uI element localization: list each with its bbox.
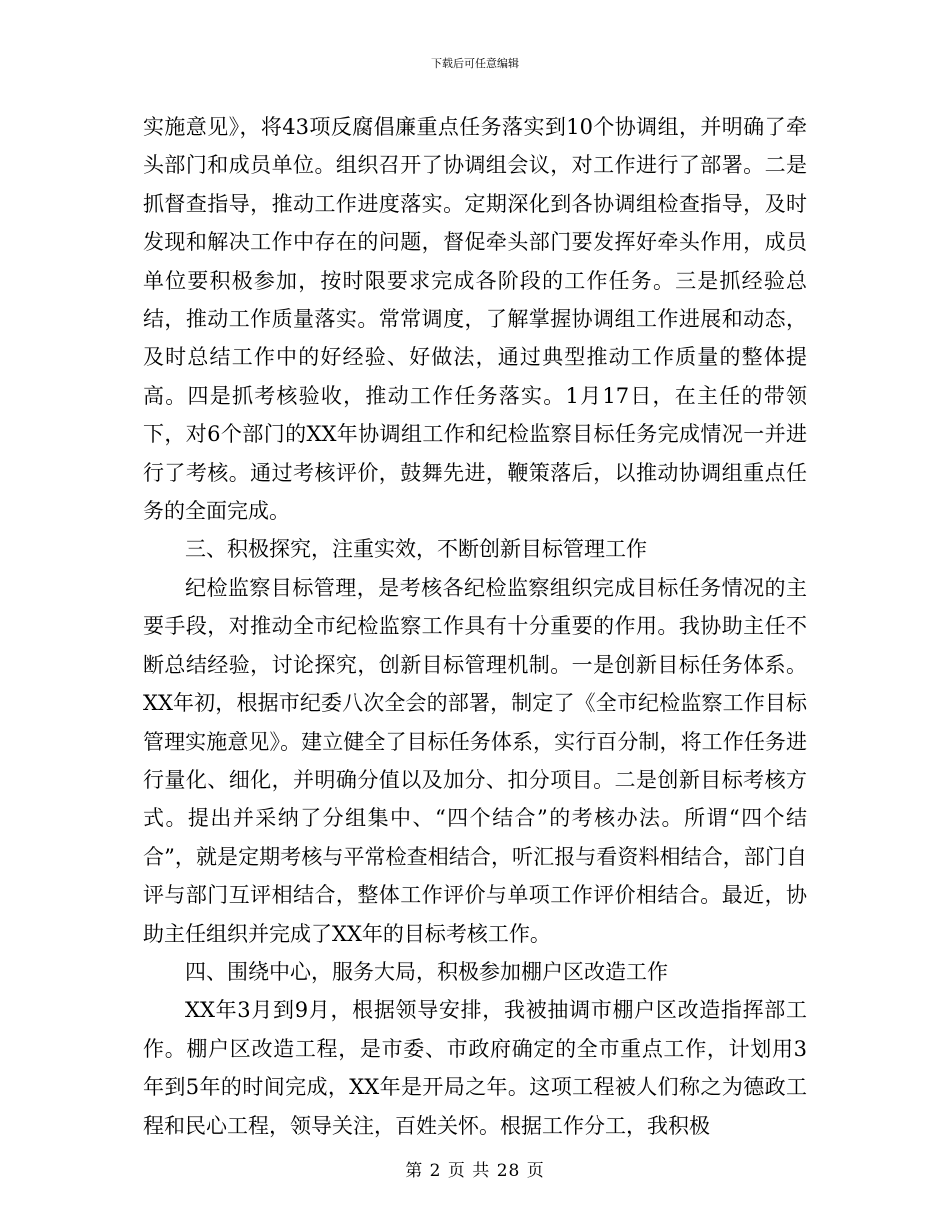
section-heading-3: 三、积极探究，注重实效，不断创新目标管理工作 — [185, 537, 647, 562]
page-header: 下载后可任意编辑 — [431, 57, 519, 70]
paragraph-shantytown-renovation: XX年3月到9月，根据领导安排，我被抽调市棚户区改造指挥部工作。棚户区改造工程，是市委、市政府确定的全市重点工作，计划用3年到5年的时间完成，XX年是开局之年。这项工程被人们称之为德政工程和民心工程，领导关注，百姓关怀。根据工作分工，我积极 — [143, 998, 807, 1138]
paragraph-target-management: 纪检监察目标管理，是考核各纪检监察组织完成目标任务情况的主要手段，对推动全市纪检监察工作具有十分重要的作用。我协助主任不断总结经验，讨论探究，创新目标管理机制。一是创新目标任务体系。XX年初，根据市纪委八次全会的部署，制定了《全市纪检监察工作目标管理实施意见》。建立健全了目标任务体系，实行百分制，将工作任务进行量化、细化，并明确分值以及加分、扣分项目。二是创新目标考核方式。提出并采纳了分组集中、“四个结合”的考核办法。所谓“四个结合”，就是定期考核与平常检查相结合，听汇报与看资料相结合，部门自评与部门互评相结合，整体工作评价与单项工作评价相结合。最近，协助主任组织并完成了XX年的目标考核工作。 — [143, 575, 807, 946]
document-body — [143, 108, 807, 1145]
paragraph-continuation: 实施意见》，将43项反腐倡廉重点任务落实到10个协调组，并明确了牵头部门和成员单位。组织召开了协调组会议，对工作进行了部署。二是抓督查指导，推动工作进度落实。定期深化到各协调组检查指导，及时发现和解决工作中存在的问题，督促牵头部门要发挥好牵头作用，成员单位要积极参加，按时限要求完成各阶段的工作任务。三是抓经验总结，推动工作质量落实。常常调度，了解掌握协调组工作进展和动态，及时总结工作中的好经验、好做法，通过典型推动工作质量的整体提高。四是抓考核验收，推动工作任务落实。1月17日，在主任的带领下，对6个部门的XX年协调组工作和纪检监察目标任务完成情况一并进行了考核。通过考核评价，鼓舞先进，鞭策落后，以推动协调组重点任务的全面完成。 — [143, 115, 807, 524]
page-footer: 第 2 页 共 28 页 — [405, 1161, 545, 1181]
section-heading-4: 四、围绕中心，服务大局，积极参加棚户区改造工作 — [185, 959, 668, 984]
